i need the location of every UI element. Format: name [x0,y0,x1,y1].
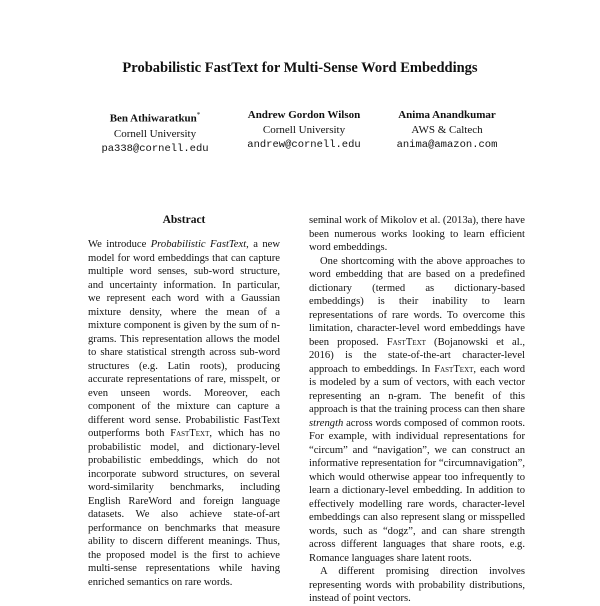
author-affiliation: Cornell University [262,124,346,136]
author-block-3 [372,108,522,153]
author-affiliation: AWS & Caltech [411,124,483,136]
author-email: pa338@cornell.edu [101,142,209,155]
abstract-paragraph: We introduce Probabilistic FastText, a new model for word embeddings that can capture multiple word senses, sub-word structure, and uncertainty information. In particular, we represent each word with a Gaussian mixture density, where the mean of a mixture component is given by the sum of n-grams. This representation allows the model to share statistical strength across sub-word structures (e.g. Latin roots), producing accurate representations of rare, misspelt, or even unseen words. Moreover, each component of the mixture can capture a different word sense. Probabilistic FastText outperforms both FastText, which has no probabilistic model, and dictionary-level probabilistic embeddings, which do not incorporate subword structures, on several word-similarity benchmarks, including English RareWord and foreign language datasets. We also achieve state-of-art performance on benchmarks that measure ability to discern different meanings. Thus, the proposed model is the first to achieve multi-sense representations while having enriched semantics on rare words. [88,239,280,588]
author-email: anima@amazon.com [396,139,498,151]
author-footnote-mark: * [196,111,201,119]
intro-paragraph-2: One shortcoming with the above approaches to word embedding that are based on a predefined dictionary (termed as dictionary-based embeddings) is their inability to learn representations of rare words. To overcome this limitation, character-level word embeddings have been proposed. FastText (Bojanowski et al., 2016) is the state-of-the-art character-level approach to embeddings. In FastText, each word is modeled by a sum of vectors, with each vector representing an n-gram. The benefit of this approach is that the training process can then share strength across words composed of common roots. For example, with individual representations for “circum” and “navigation”, we can construct an informative representation for “circumnavigation”, which would otherwise appear too infrequently to learn a dictionary-level embedding. In addition to effectively modelling rare words, character-level embeddings can also represent slang or misspelled words, such as “dogz”, and can share strength across different languages that share roots, e.g. Romance languages share latent roots. [309,255,525,564]
author-affiliation: Cornell University [113,127,197,140]
author-block-1 [80,108,230,157]
abstract-heading: Abstract [162,214,206,226]
intro-paragraph-3: A different promising direction involves representing words with probability distributions, instead of point vectors. [309,566,525,604]
intro-body [309,214,525,606]
abstract-body [88,238,280,589]
author-name: Ben Athiwaratkun* [109,111,201,125]
author-name: Andrew Gordon Wilson [247,109,361,121]
author-email: andrew@cornell.edu [247,139,361,151]
intro-paragraph-1: seminal work of Mikolov et al. (2013a), there have been numerous works looking to learn efficient word embeddings. [309,215,525,253]
author-block-2 [224,108,384,153]
paper-title: Probabilistic FastText for Multi-Sense Word Embeddings [122,60,478,76]
author-name: Anima Anandkumar [398,109,496,121]
